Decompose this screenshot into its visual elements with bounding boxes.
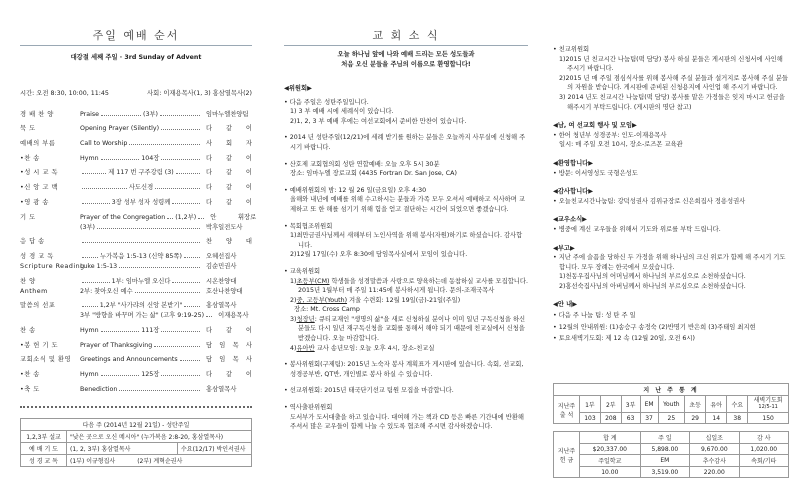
dot-leader <box>161 375 200 376</box>
welcome-line: 오늘 하나님 앞에 나와 예배 드리는 모든 성도들과 <box>337 51 475 58</box>
reading-1: (1부) 이규형집사 <box>70 458 116 465</box>
section-heading: ◀남, 여 선교회 행사 및 모임▶ <box>553 122 637 130</box>
worship-item <box>20 132 252 147</box>
item-english: Anthem <box>20 287 48 295</box>
news-subitem <box>284 315 528 344</box>
offering-table <box>553 431 789 478</box>
section-heading: ◀안 내▶ <box>553 301 578 309</box>
dot-leader <box>155 188 200 189</box>
worship-item <box>20 363 252 378</box>
dept: 유아반 <box>296 344 315 352</box>
reading-info <box>67 455 252 467</box>
news-item: • 산호제 교회협의회 성탄 연합예배: 오늘 오후 5시 30분 <box>284 160 440 168</box>
item-detail: (3부) <box>80 223 96 231</box>
offering-header: 속회/기타 <box>739 455 788 467</box>
worship-item <box>20 245 252 260</box>
item-content <box>80 276 206 285</box>
dot-leader <box>160 115 200 116</box>
news-subitem: 1)최만금권사님께서 새해부터 노인사역을 위해 봉사(자원)하기로 하셨습니다. 감사합니다. <box>290 232 523 249</box>
attendance-value: 38 <box>727 413 748 424</box>
item-label: •찬 송 <box>20 154 40 162</box>
attendance-value: 208 <box>600 413 621 424</box>
dot-leader <box>135 292 200 293</box>
attendance-header: 3부 <box>621 396 640 413</box>
worship-subtitle: 대강절 세째 주일 · 3rd Sunday of Advent <box>70 54 202 61</box>
worship-item <box>20 162 252 177</box>
attendance-value: 103 <box>580 413 601 424</box>
news-item: • 2014 년 성탄주일(12/21)에 세례 받기를 원하는 분들은 오늘까지 사무실에 신청해 주시기 바랍니다. <box>284 134 526 151</box>
news-subitem: 2)홍선숙집사님의 아버님께서 하나님의 부르심으로 소천하셨습니다. <box>559 282 746 290</box>
offering-header: 추수감사 <box>690 455 739 467</box>
num: 3) <box>290 315 297 323</box>
news-subitem <box>284 344 528 354</box>
item-leader: 담 임 목 사 <box>206 341 252 349</box>
item-detail: 111장 <box>141 326 160 334</box>
announcement-list <box>553 45 789 344</box>
news-subitem: 2)2015 년 매 주일 점심식사를 위해 봉사해 주실 분들과 설거지로 봉사해 주실 분들의 자원을 받습니다. 게시판에 준비된 신청용지에 사인업 해 주시기 바랍니다. <box>559 74 788 92</box>
item-leader: 안 휘장로 <box>210 213 257 221</box>
section-heading: ◀환영합니다▶ <box>553 159 594 167</box>
news-item: • 오늘친교시간나눔팀: 강덕성권사 김위규장로 신은희집사 정용성권사 <box>553 197 746 205</box>
item-label: 성 경 교 독 <box>20 252 54 260</box>
item-content <box>80 182 206 191</box>
item-content <box>80 310 218 319</box>
text: 학생들을 성경말씀과 사랑으로 양육하는데 동참하실 교사를 모집합니다. 2015년 1월부터 매 주일 11:45에 봉사하시게 됩니다. 문의-조재국목사 <box>298 277 528 295</box>
news-subitem: 일시: 매 주일 오전 10시, 장소-로즈몬 교육관 <box>559 141 683 149</box>
news-item: • 한어 청년부 성경공부: 인도-이재용목사 <box>553 131 667 139</box>
item-label: 경 배 찬 양 <box>20 110 54 118</box>
dotted-divider <box>20 406 252 408</box>
news-item: • 토요새벽기도회: 제 12 속 (12월 20일, 오전 6시) <box>553 335 695 343</box>
news-item: • 다음 주 나눔 팀: 성 탄 주 일 <box>553 312 636 320</box>
dot-leader <box>119 390 200 391</box>
worship-item <box>20 319 252 334</box>
item-leader: 다 같 이 <box>206 169 252 177</box>
section-heading: ◀부고▶ <box>553 244 575 252</box>
item-leader: 임마누엘찬양팀 <box>206 110 249 118</box>
item-leader: 김순민권사 <box>206 262 237 270</box>
item-leader: 다 같 이 <box>206 326 252 334</box>
dot-leader <box>198 218 204 219</box>
news-item: • 방문: 이서영성도 국형은성도 <box>553 169 638 177</box>
offering-label: 지난주 헌 금 <box>554 432 580 478</box>
worship-item <box>20 103 252 118</box>
item-detail: 3장 성부 성자 성령께 <box>111 198 171 206</box>
news-subitem: 1) 3 부 예배 시에 세례식이 있습니다. <box>290 108 394 116</box>
dot-leader <box>154 346 200 347</box>
item-english: Opening Prayer (Silently) <box>80 125 160 133</box>
dot-leader <box>101 375 140 376</box>
attendance-value: 63 <box>621 413 640 424</box>
item-label: 묵 도 <box>20 125 36 133</box>
item-leader: 담 임 목 사 <box>206 356 252 364</box>
item-english: Hymn <box>80 371 99 378</box>
item-label: •축 도 <box>20 385 40 393</box>
offering-header: 감 사 <box>739 432 788 444</box>
worship-item <box>20 221 252 231</box>
item-leader: 홍삼열목사 <box>206 302 237 310</box>
worship-item <box>20 260 252 270</box>
item-english: Call to Worship <box>80 140 128 148</box>
worship-item <box>20 309 252 319</box>
prayer-info: (1, 2, 3부) 홍삼열목사 <box>67 443 178 455</box>
item-content <box>80 251 206 260</box>
worship-order-title: 주일 예배 순서 <box>92 29 180 42</box>
news-item: • 병중에 계신 교우들을 위해서 기도와 위로를 부탁 드립니다. <box>553 225 721 233</box>
dot-leader <box>206 316 212 317</box>
item-english: Hymn <box>80 326 99 334</box>
sermon-info: "낮은 곳으로 오신 메시아" (누가복음 2:8-20, 홍삼열목사) <box>67 431 252 443</box>
item-leader: 오혜선집사 <box>206 252 237 260</box>
dot-leader <box>180 360 200 361</box>
item-detail: 1,2부 "사가랴의 신앙 본받기" <box>99 302 183 310</box>
item-detail: 3부 "방향을 바꾸며 가는 삶" (고후 9:19-25) <box>80 312 205 320</box>
dot-leader <box>82 242 200 243</box>
worship-item <box>20 349 252 364</box>
item-content <box>80 300 206 309</box>
item-label: 예배의 부름 <box>20 140 56 148</box>
item-content <box>80 140 206 147</box>
dot-leader <box>101 331 140 332</box>
offering-value: 1,020.00 <box>739 444 788 455</box>
dot-leader <box>82 306 98 307</box>
item-leader: 다 같 이 <box>206 154 252 162</box>
dot-leader <box>172 282 200 283</box>
dot-leader <box>82 257 98 258</box>
offering-header: 주 일 <box>640 432 689 444</box>
worship-item <box>20 206 257 221</box>
news-subitem: 3) 2014 년도 친교시간 나눔팀(떡 담당) 봉사를 맡은 가정들은 잊지 마시고 헌금을 해주시기 부탁드립니다. (게시판의 명단 참고) <box>559 93 785 111</box>
num: 4) <box>290 344 297 352</box>
item-detail: 누가복음 1:5-13 (신약 85쪽) <box>100 252 182 260</box>
attendance-header: 2부 <box>600 396 621 413</box>
item-detail: 제 117 번 구주강림 (3) <box>108 169 174 177</box>
news-item: • 지난 주에 슬픔을 당하신 두 가정을 위해 하나님의 크신 위로가 함께 해 주시기 기도합니다. 모두 장례는 한국에서 모셨습니다. <box>553 254 786 271</box>
dot-leader <box>82 188 127 189</box>
prayer-label: 예 배 기 도 <box>21 443 67 455</box>
section-heading: ◀교우소식▶ <box>553 216 588 224</box>
item-english: Prayer of Thanksgiving <box>80 341 153 349</box>
reading-2: (2부) 계혁순권사 <box>137 458 183 465</box>
sermon-label: 1,2,3부 설교 <box>21 431 67 443</box>
item-label: •찬 송 <box>20 371 40 378</box>
num: 2) <box>290 296 297 304</box>
item-content <box>80 242 206 245</box>
offering-header: 십일조 <box>690 432 739 444</box>
offering-value: 9,670.00 <box>690 444 739 455</box>
item-leader: 다 같 이 <box>206 371 252 378</box>
item-leader: 홍삼열목사 <box>206 385 237 393</box>
worship-item <box>20 334 252 349</box>
welcome-line: 처음 오신 분들을 주님의 이름으로 환영합니다! <box>341 61 471 68</box>
item-detail: 2부: 찾아오신 예수 <box>80 287 133 295</box>
news-subitem: 올해와 내년에 예배를 위해 수고하시는 분들과 가족 모두 오셔서 예배하고 식사하며 교제하고 또 한 해를 섬기기 위해 힘을 얻고 결단하는 시간이 되었으면 좋겠습니다. <box>290 196 525 213</box>
attendance-value: 150 <box>748 413 789 424</box>
presider: 사회: 이재용목사(1, 3) 홍삼열목사(2) <box>147 90 252 97</box>
item-content <box>80 369 206 378</box>
worship-item <box>20 118 252 133</box>
service-times <box>20 88 252 97</box>
attendance-table <box>553 383 789 424</box>
dot-leader <box>176 173 200 174</box>
item-detail: 1부: 임마누엘 오신다 <box>111 277 171 285</box>
item-content <box>80 109 206 118</box>
item-content <box>80 222 206 231</box>
dot-leader <box>167 218 173 219</box>
offering-header: 합 계 <box>580 432 641 444</box>
item-detail: 125장 <box>141 371 160 378</box>
item-content <box>80 153 206 162</box>
news-subitem <box>284 296 528 306</box>
item-label: 찬 양 <box>20 277 36 285</box>
dot-leader <box>82 173 106 174</box>
item-label: 기 도 <box>20 213 36 221</box>
dept: 초등부(CM) <box>296 277 330 285</box>
item-content <box>80 125 206 132</box>
dot-leader <box>119 267 200 268</box>
item-detail: 사도신경 <box>128 184 154 192</box>
item-leader: 찬 양 대 <box>206 238 252 246</box>
item-detail: (1,2부) <box>175 213 197 221</box>
item-leader: 다 같 이 <box>206 125 252 133</box>
worship-item <box>20 270 252 285</box>
item-content <box>80 386 206 393</box>
dept: 중, 고등부(Youth) <box>296 296 348 304</box>
item-detail: (3부) <box>143 110 159 118</box>
worship-item <box>20 191 252 206</box>
item-leader: 박후일전도사 <box>206 223 243 231</box>
dawn-range: 12/5-11 <box>758 404 778 410</box>
dot-leader <box>82 203 110 204</box>
item-english: Praise <box>80 110 100 118</box>
attendance-value: 29 <box>685 413 706 424</box>
item-label: •영 광 송 <box>20 198 49 206</box>
dept: 청장년 <box>296 315 315 323</box>
section-heading: ◀위원회▶ <box>284 85 312 92</box>
next-week-header: 다음 주 (2014년 12월 21일) - 성탄주일 <box>21 419 252 431</box>
item-leader: 시온찬양대 <box>206 277 237 285</box>
divider <box>20 45 252 46</box>
dot-leader <box>97 228 200 229</box>
offering-value: 5,898.00 <box>640 444 689 455</box>
service-time: 시간: 오전 8:30, 10:00, 11:45 <box>20 90 109 97</box>
attendance-header <box>748 396 789 413</box>
text: 교사 송년모임: 오늘 오후 4시, 장소-친교실 <box>314 344 435 352</box>
section-heading: ◀감사합니다▶ <box>553 188 594 196</box>
attendance-value: 25 <box>658 413 685 424</box>
item-content <box>80 197 206 206</box>
text: : 큐티교재인 "생명의 삶"을 새로 신청하실 분이나 이미 일년 구독신청을 하신 분들도 다시 일년 재구독신청을 교회를 통해서 해야 되기 때문에 친교실에서 신청을 받겠습니다. 오늘 마감합니다. <box>298 315 526 343</box>
text: 겨울 수련회: 12월 19일(금)-21일(주일) <box>347 296 461 304</box>
stats-title: 지 난 주 통 계 <box>554 384 789 396</box>
news-item: • 선교위원회: 2015년 태국단기선교 팀원 모집을 마감합니다. <box>284 387 454 395</box>
dot-leader <box>129 144 200 145</box>
news-subitem: 2)1, 2, 3 부 예배 후에는 여선교회에서 준비한 만찬이 있습니다. <box>290 117 467 125</box>
offering-value: 10.00 <box>580 467 641 478</box>
item-english: Hymn <box>80 154 99 162</box>
news-item: • 12월의 안내위원: (1)송승구 송정숙 (2)반명기 반은희 (3)주태임 최지현 <box>553 323 756 331</box>
news-item: • 친교위원회 <box>553 46 590 53</box>
item-label: •봉 헌 기 도 <box>20 341 59 349</box>
worship-item <box>20 231 252 246</box>
dot-leader <box>82 282 110 283</box>
news-subitem <box>284 277 528 296</box>
dot-leader <box>161 331 200 332</box>
item-label: 찬 송 <box>20 326 36 334</box>
dot-leader <box>161 129 200 130</box>
offering-value: 220.00 <box>690 467 739 478</box>
church-news-title: 교 회 소 식 <box>372 29 440 42</box>
divider <box>284 45 528 46</box>
news-subitem: 2)12월 17일(수) 오후 8:30에 담임목사실에서 모임이 있습니다. <box>290 251 468 259</box>
worship-order-list <box>20 103 257 393</box>
offering-value: $20,337.00 <box>580 444 641 455</box>
news-item: • 다음 주일은 성탄주일입니다. <box>284 98 369 106</box>
item-label: 응 답 송 <box>20 238 45 246</box>
news-item: • 역사출판위원회 <box>284 404 333 412</box>
attendance-header: EM <box>640 396 658 413</box>
item-content <box>80 325 206 334</box>
attendance-header: 초등 <box>685 396 706 413</box>
news-subitem: 장소: Mt. Cross Camp <box>294 306 360 314</box>
attendance-header: 수요 <box>727 396 748 413</box>
attendance-label: 지난주 출 석 <box>554 396 580 424</box>
attendance-value: 14 <box>706 413 727 424</box>
worship-item <box>20 285 252 295</box>
reading-label: 성 경 교 독 <box>21 455 67 467</box>
news-item: • 목회협조위원회 <box>284 222 333 230</box>
dot-leader <box>184 306 200 307</box>
item-content <box>80 342 206 349</box>
item-content <box>80 212 210 221</box>
item-content <box>80 286 206 295</box>
news-item: • 예배위원회의 밤: 12 월 26 일(금요일) 오후 4:30 <box>284 186 427 194</box>
item-content <box>80 167 206 176</box>
item-label: 말씀의 선포 <box>20 302 56 310</box>
item-english: Greetings and Announcements <box>80 356 178 364</box>
num: 1) <box>290 277 297 285</box>
worship-item <box>20 147 252 162</box>
offering-header: 주일학교 <box>580 455 641 467</box>
dot-leader <box>161 159 200 160</box>
attendance-header: Youth <box>658 396 685 413</box>
dot-leader <box>184 257 200 258</box>
attendance-header: 1부 <box>580 396 601 413</box>
dot-leader <box>172 203 200 204</box>
item-content <box>80 263 206 270</box>
item-content <box>80 356 206 363</box>
item-english: Benediction <box>80 385 118 393</box>
worship-item <box>20 295 252 310</box>
news-subitem: 도서부가 도서대출을 하고 있습니다. 대여해 가는 책과 CD 등은 빠른 기간내에 반환해 주셔서 많은 교우들이 함께 나눌 수 있도록 협조해 주시면 감사하겠습니다. <box>290 413 524 431</box>
item-leader: 이재용목사 <box>218 312 249 320</box>
news-item: • 봉사위원회(구제팀): 2015년 노숙자 봉사 계획표가 게시판에 있습니다. 속회, 선교회, 성경공부반, QT반, 개인별로 봉사 하실 수 있습니다. <box>284 361 524 378</box>
offering-value: 3,519.00 <box>640 467 689 478</box>
news-subitem: 1)천동우집사님의 어머님께서 하나님의 부르심으로 소천하셨습니다. <box>559 273 746 281</box>
item-english: Prayer of the Congregation <box>80 213 166 221</box>
news-subitem: 1)2015 년 친교시간 나눔팀(떡 담당) 봉사 하실 분들은 게시판의 신청서에 사인해 주시기 바랍니다. <box>559 55 783 73</box>
offering-header: EM <box>640 455 689 467</box>
item-label: 교회소식 및 환영 <box>20 356 72 364</box>
item-label: •성 시 교 독 <box>20 169 59 177</box>
attendance-value: 37 <box>640 413 658 424</box>
attendance-header-text: 새벽기도회 <box>753 397 783 404</box>
item-detail: 104장 <box>141 154 160 162</box>
item-leader: 다 같 이 <box>206 198 252 206</box>
next-week-table <box>20 418 252 467</box>
attendance-header: 유아 <box>706 396 727 413</box>
item-label: •신 앙 고 백 <box>20 184 59 192</box>
news-subitem: 장소: 임마누엘 장로교회 (4435 Fortran Dr. San Jose, CA) <box>290 170 457 178</box>
dot-leader <box>101 159 140 160</box>
worship-item <box>20 378 252 393</box>
worship-item <box>20 176 252 191</box>
wednesday-prayer: 수요(12/17) 박인서권사 <box>178 443 252 455</box>
item-leader: 사 회 자 <box>206 140 252 148</box>
welcome-message <box>284 50 528 70</box>
item-leader: 다 같 이 <box>206 184 252 192</box>
news-list <box>284 84 528 432</box>
news-item: • 교육위원회 <box>284 267 321 275</box>
item-detail: Luke 1:5-13 <box>80 262 118 270</box>
offering-value <box>739 467 788 478</box>
item-english: Scripture Reading <box>20 262 85 270</box>
dot-leader <box>101 115 141 116</box>
item-leader: 호산나찬양대 <box>206 287 243 295</box>
